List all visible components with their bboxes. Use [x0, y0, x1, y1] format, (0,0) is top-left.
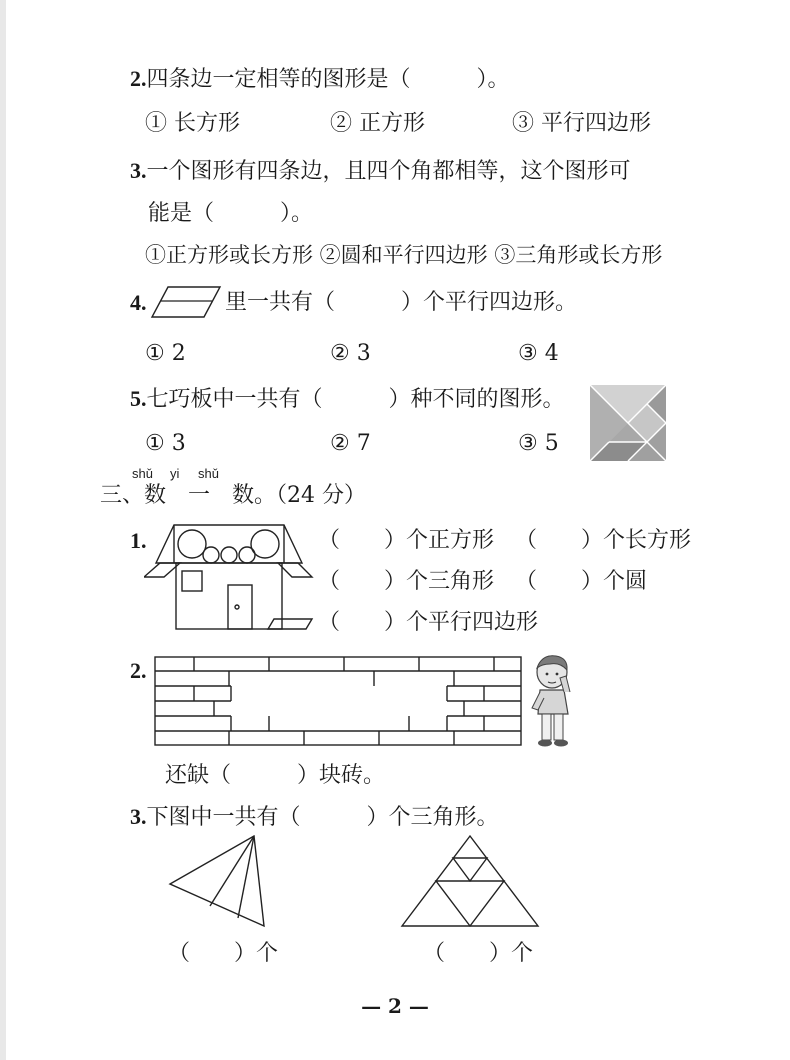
- q2-option-1: ① 长方形: [145, 111, 240, 136]
- pinyin-shu-1: shǔ: [132, 466, 153, 481]
- q5-option-2: ② 7: [330, 431, 371, 456]
- q5-text: 七巧板中一共有（ ）种不同的图形。: [146, 387, 565, 412]
- s3-q2-number: [130, 660, 147, 683]
- q4-number: 4.: [130, 290, 147, 315]
- q5-number: 5.: [130, 386, 147, 411]
- section3-title: 三、数 一 数。（24 分）: [100, 483, 366, 508]
- q2-option-2: ② 正方形: [330, 111, 425, 136]
- q2-number: 2.: [130, 66, 147, 91]
- s3-q1-blank-circle: （ ）个圆: [515, 569, 648, 594]
- page-number: — 2 —: [361, 994, 429, 1018]
- pinyin-shu-2: shǔ: [198, 466, 219, 481]
- s3-q1-blank-square: （ ）个正方形: [318, 528, 495, 553]
- pinyin-yi: yi: [170, 466, 180, 481]
- q4-option-2: ② 3: [330, 341, 371, 366]
- q2-question: [130, 68, 510, 91]
- tangram-figure: [590, 385, 666, 461]
- nested-triangle-figure: [400, 834, 540, 930]
- parallelogram-figure: [150, 284, 222, 320]
- q4-option-3: ③ 4: [518, 341, 559, 366]
- q4-text: 里一共有（ ）个平行四边形。: [225, 290, 578, 315]
- q2-option-3: ③ 平行四边形: [512, 111, 651, 136]
- q5-option-1: ① 3: [145, 431, 186, 456]
- s3-q1-number-text: 1.: [130, 528, 147, 553]
- q5-option-3: ③ 5: [518, 431, 559, 456]
- q4-question: [130, 292, 147, 315]
- s3-q3-question: [130, 806, 499, 829]
- q3-line2: 能是（ ）。: [148, 201, 314, 226]
- q3-options: ①正方形或长方形 ②圆和平行四边形 ③三角形或长方形: [145, 243, 663, 267]
- page-edge: [0, 0, 6, 1060]
- brick-wall-figure: [154, 656, 524, 748]
- q2-text: 四条边一定相等的图形是（ ）。: [146, 67, 510, 92]
- house-figure: [144, 523, 314, 635]
- boy-illustration: [530, 652, 578, 750]
- q3-line1: 一个图形有四条边，且四个角都相等，这个图形可: [146, 159, 631, 184]
- s3-q2-text: 还缺（ ）块砖。: [165, 763, 386, 788]
- q3-question: [130, 160, 631, 183]
- s3-q3-answer-1: （ ）个: [168, 941, 279, 966]
- fan-triangle-figure: [168, 834, 268, 928]
- s3-q3-number: 3.: [130, 804, 147, 829]
- q3-number: 3.: [130, 158, 147, 183]
- s3-q1-blank-rectangle: （ ）个长方形: [515, 528, 692, 553]
- s3-q2-number-text: 2.: [130, 658, 147, 683]
- s3-q3-answer-2: （ ）个: [423, 941, 534, 966]
- s3-q3-text: 下图中一共有（ ）个三角形。: [146, 805, 499, 830]
- q4-option-1: ① 2: [145, 341, 186, 366]
- s3-q1-blank-triangle: （ ）个三角形: [318, 569, 495, 594]
- s3-q1-blank-parallelogram: （ ）个平行四边形: [318, 610, 539, 635]
- q5-question: [130, 388, 565, 411]
